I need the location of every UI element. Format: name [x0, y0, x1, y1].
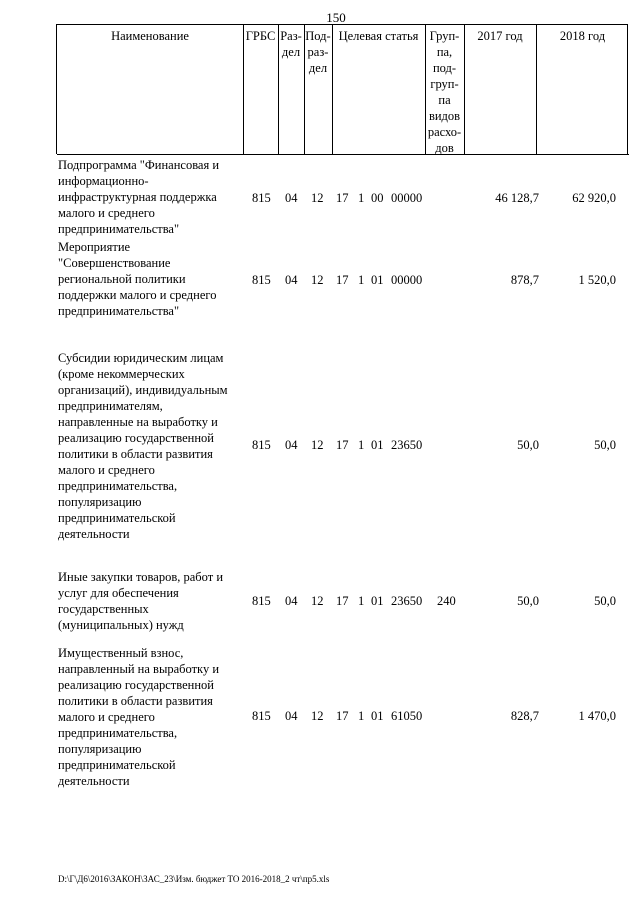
- cell-target-subprogram: 1: [358, 191, 365, 205]
- cell-2017: 50,0: [517, 594, 539, 608]
- column-divider: [536, 25, 537, 155]
- row-name: Подпрограмма "Финансовая и информационно- инфраструктурная поддержка малого и среднего предпринимательства": [58, 158, 220, 236]
- header-podrazdel: Под- раз- дел: [305, 29, 331, 75]
- header-razdel: Раз- дел: [280, 29, 302, 59]
- cell-target-code: 23650: [391, 438, 423, 452]
- header-bottom-border: [57, 154, 629, 155]
- cell-target-program: 17: [336, 273, 349, 287]
- cell-group: 240: [437, 594, 456, 608]
- header-2018: 2018 год: [559, 29, 606, 43]
- cell-2017: 46 128,7: [495, 191, 539, 205]
- cell-podrazdel: 12: [311, 438, 324, 452]
- header-target-article: Целевая статья: [338, 29, 419, 43]
- cell-razdel: 04: [285, 191, 298, 205]
- cell-grbs: 815: [252, 709, 271, 723]
- column-divider: [243, 25, 244, 155]
- row-name: Субсидии юридическим лицам (кроме некоммерческих организаций), индивидуальным предпринимателям, направленные на выработку и реализацию государственной политики в области развития малого и среднего предпринимательства, популяризацию предпринимательской деятельности: [58, 351, 228, 541]
- page-number: 150: [326, 10, 346, 25]
- column-divider: [464, 25, 465, 155]
- cell-razdel: 04: [285, 709, 298, 723]
- table-header: [56, 24, 628, 154]
- footer-file-path: D:\Г\Д6\2016\ЗАКОН\ЗАС_23\Изм. бюджет ТО 2016-2018_2 чт\пр5.xls: [58, 874, 330, 884]
- cell-2018: 50,0: [594, 594, 616, 608]
- cell-target-event: 01: [371, 273, 384, 287]
- header-name: Наименование: [111, 29, 189, 43]
- row-name: Мероприятие "Совершенствование региональной политики поддержки малого и среднего предпринимательства": [58, 240, 217, 318]
- cell-grbs: 815: [252, 191, 271, 205]
- cell-target-program: 17: [336, 709, 349, 723]
- cell-podrazdel: 12: [311, 273, 324, 287]
- cell-target-event: 00: [371, 191, 384, 205]
- cell-grbs: 815: [252, 438, 271, 452]
- cell-2017: 50,0: [517, 438, 539, 452]
- cell-target-event: 01: [371, 709, 384, 723]
- cell-target-code: 61050: [391, 709, 423, 723]
- cell-target-program: 17: [336, 438, 349, 452]
- cell-target-subprogram: 1: [358, 438, 365, 452]
- cell-podrazdel: 12: [311, 191, 324, 205]
- header-2017: 2017 год: [477, 29, 523, 43]
- column-divider: [332, 25, 333, 155]
- row-name: Иные закупки товаров, работ и услуг для обеспечения государственных (муниципальных) нужд: [58, 570, 224, 632]
- row-name: Имущественный взнос, направленный на выработку и реализацию государственной политики в области развития малого и среднего предпринимательства, популяризацию предпринимательской деятельности: [58, 646, 220, 788]
- cell-target-subprogram: 1: [358, 273, 365, 287]
- cell-2018: 50,0: [594, 438, 616, 452]
- cell-razdel: 04: [285, 273, 298, 287]
- cell-podrazdel: 12: [311, 709, 324, 723]
- cell-target-subprogram: 1: [358, 594, 365, 608]
- cell-2018: 1 470,0: [578, 709, 616, 723]
- cell-2018: 62 920,0: [572, 191, 616, 205]
- cell-target-code: 23650: [391, 594, 423, 608]
- cell-target-event: 01: [371, 438, 384, 452]
- cell-podrazdel: 12: [311, 594, 324, 608]
- header-grbs: ГРБС: [245, 29, 276, 43]
- cell-2017: 878,7: [510, 273, 539, 287]
- cell-target-program: 17: [336, 191, 349, 205]
- cell-target-event: 01: [371, 594, 384, 608]
- cell-target-code: 00000: [391, 273, 423, 287]
- cell-grbs: 815: [252, 594, 271, 608]
- cell-2017: 828,7: [510, 709, 539, 723]
- cell-grbs: 815: [252, 273, 271, 287]
- cell-target-program: 17: [336, 594, 349, 608]
- cell-razdel: 04: [285, 594, 298, 608]
- cell-2018: 1 520,0: [578, 273, 616, 287]
- cell-target-code: 00000: [391, 191, 423, 205]
- header-expense-group: Груп- па, под- груп- па видов расхо- дов: [427, 29, 462, 155]
- cell-target-subprogram: 1: [358, 709, 365, 723]
- cell-razdel: 04: [285, 438, 298, 452]
